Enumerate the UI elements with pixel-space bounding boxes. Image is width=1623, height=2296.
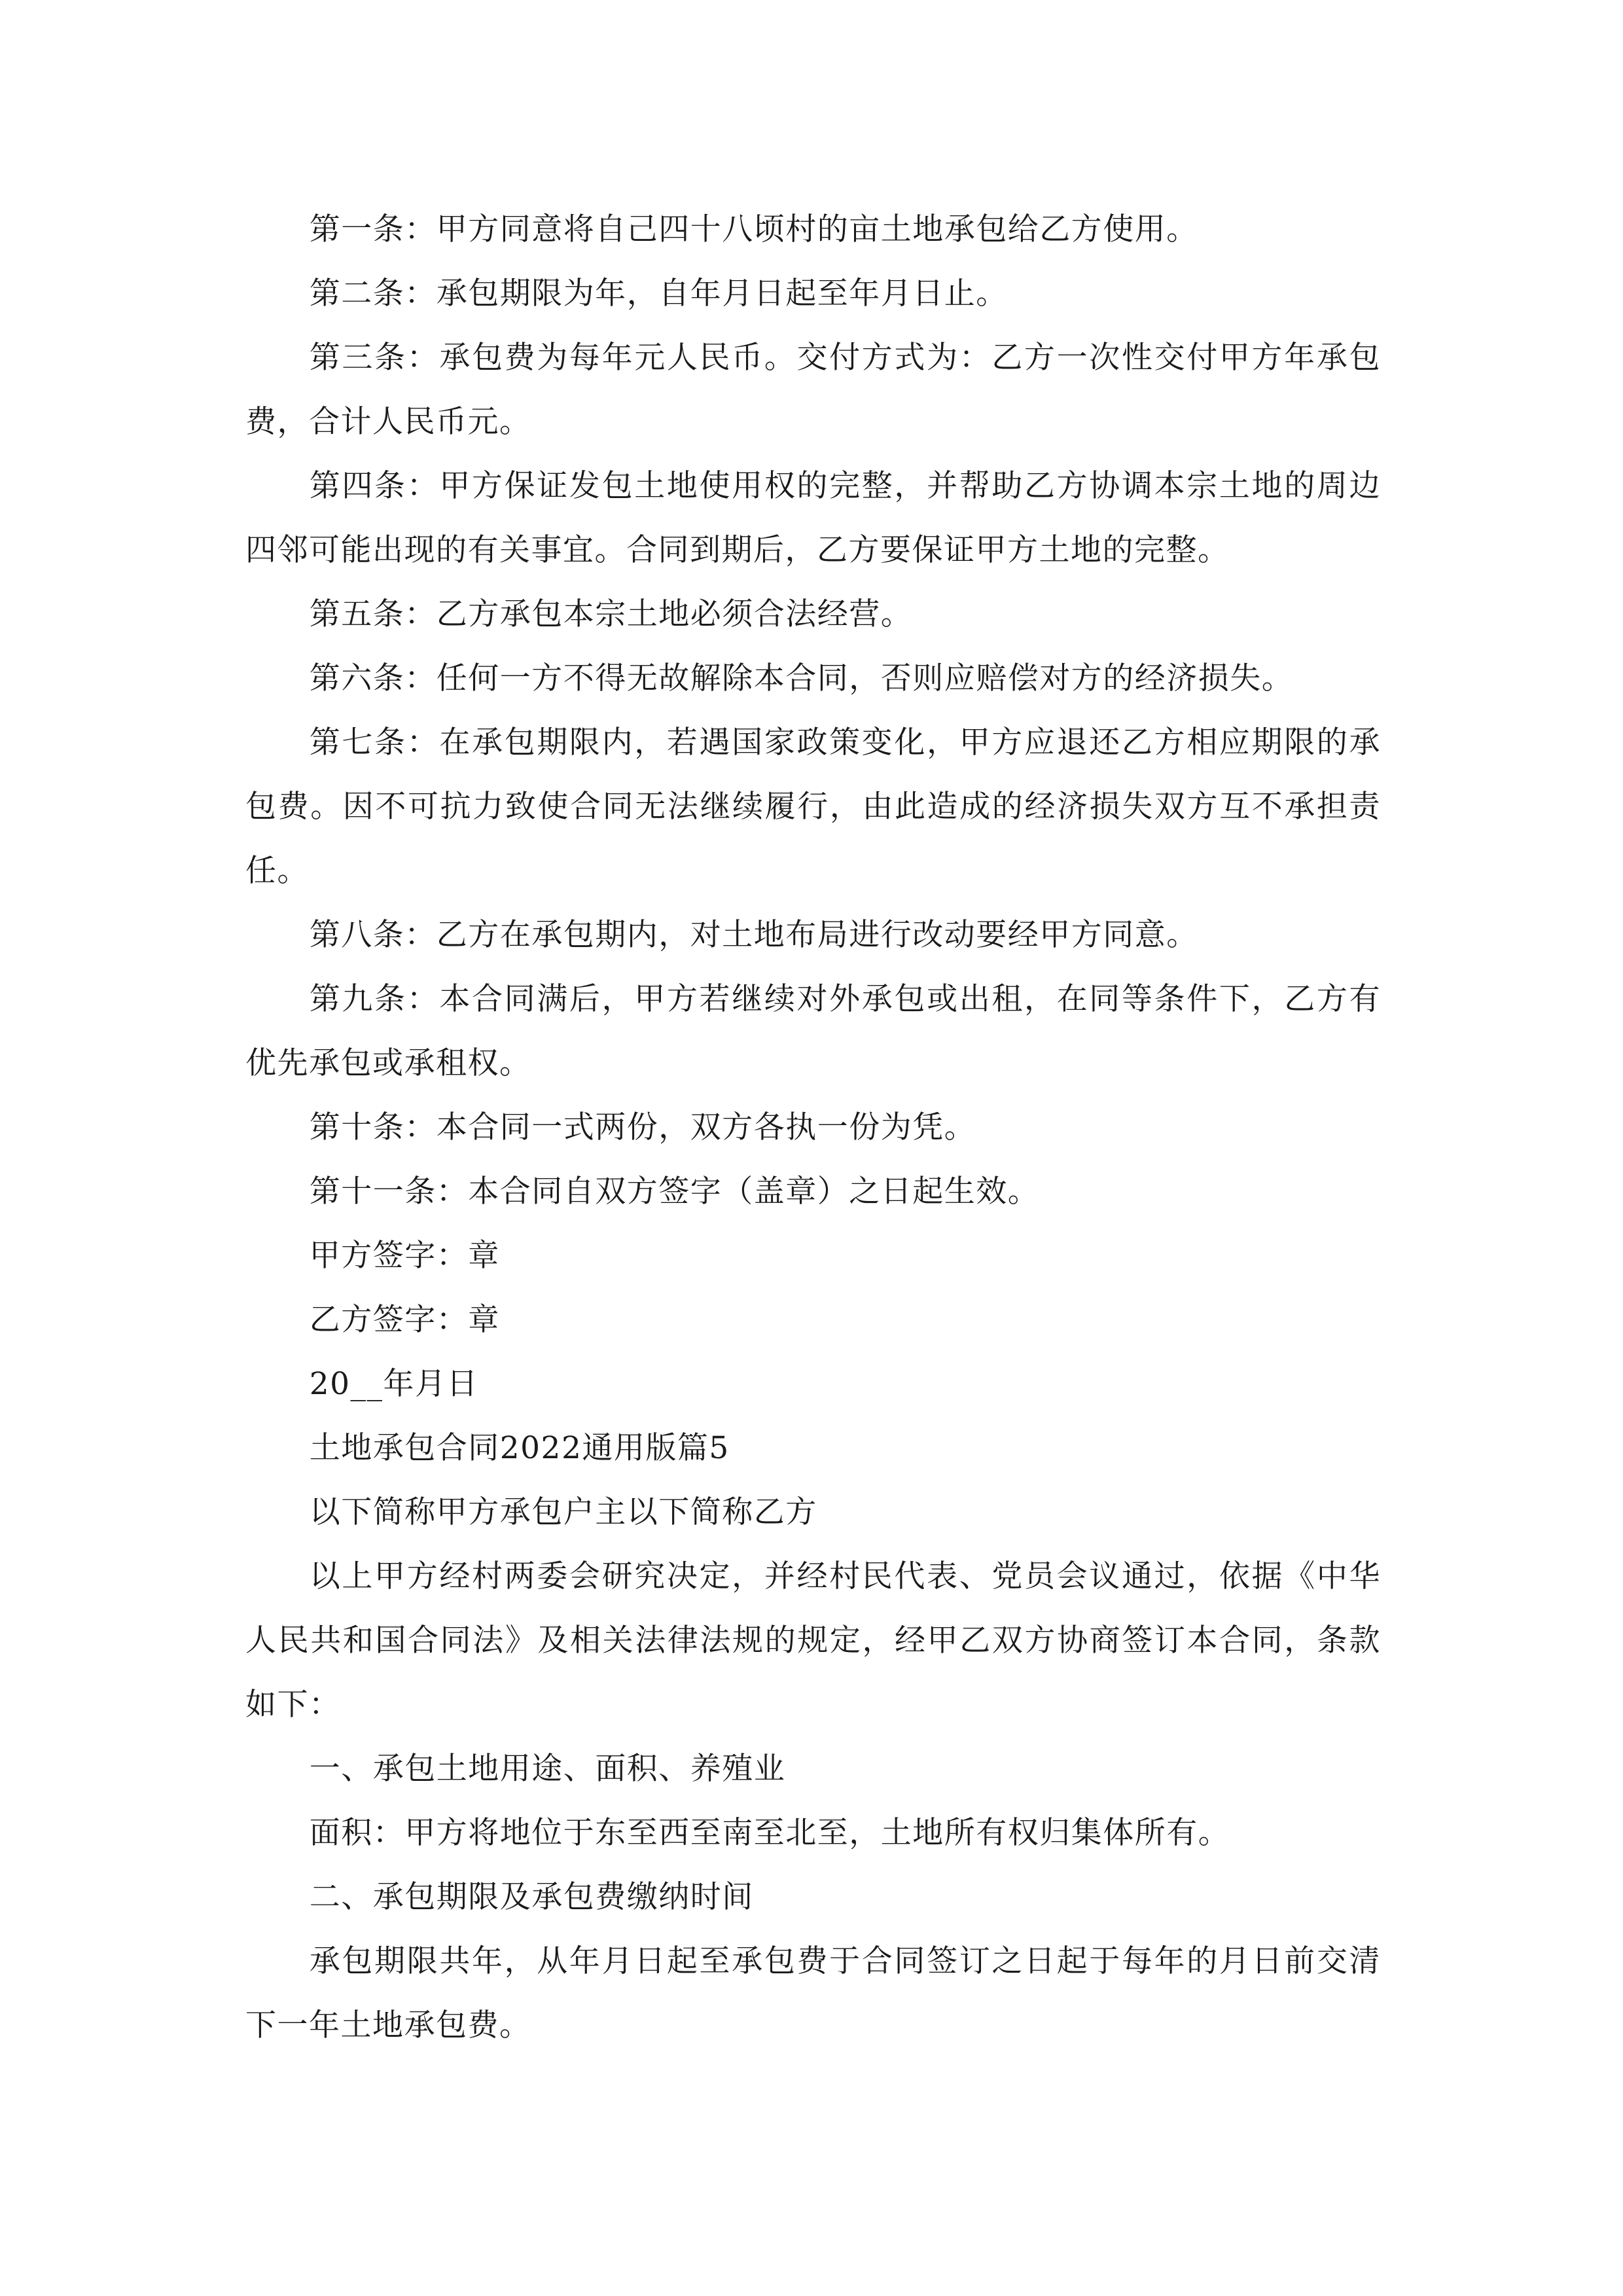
party-a-signature: 甲方签字：章 (309, 1238, 500, 1274)
article-11: 第十一条：本合同自双方签字（盖章）之日起生效。 (309, 1174, 1040, 1210)
article-9: 第九条：本合同满后，甲方若继续对外承包或出租，在同等条件下，乙方有优先承包或承租权。 (245, 981, 1381, 1081)
section-title: 土地承包合同2022通用版篇5 (309, 1430, 730, 1466)
article-3: 第三条：承包费为每年元人民币。交付方式为：乙方一次性交付甲方年承包费，合计人民币元。 (245, 340, 1381, 440)
preamble: 以上甲方经村两委会研究决定，并经村民代表、党员会议通过，依据《中华人民共和国合同法》及相关法律法规的规定，经甲乙双方协商签订本合同，条款如下： (245, 1558, 1381, 1723)
document-body (245, 198, 1381, 2058)
article-7: 第七条：在承包期限内，若遇国家政策变化，甲方应退还乙方相应期限的承包费。因不可抗力致使合同无法继续履行，由此造成的经济损失双方互不承担责任。 (245, 725, 1381, 889)
term-clause: 承包期限共年，从年月日起至承包费于合同签订之日起于每年的月日前交清下一年土地承包费。 (245, 1943, 1381, 2043)
article-10: 第十条：本合同一式两份，双方各执一份为凭。 (309, 1109, 976, 1145)
article-5: 第五条：乙方承包本宗土地必须合法经营。 (309, 596, 913, 632)
clause-heading-2: 二、承包期限及承包费缴纳时间 (309, 1879, 754, 1915)
area-clause: 面积：甲方将地位于东至西至南至北至，土地所有权归集体所有。 (309, 1815, 1230, 1851)
article-4: 第四条：甲方保证发包土地使用权的完整，并帮助乙方协调本宗土地的周边四邻可能出现的有关事宜。合同到期后，乙方要保证甲方土地的完整。 (245, 468, 1381, 568)
article-2: 第二条：承包期限为年，自年月日起至年月日止。 (309, 276, 1008, 312)
parties-intro: 以下简称甲方承包户主以下简称乙方 (309, 1494, 817, 1530)
signing-date: 20__年月日 (309, 1366, 479, 1402)
article-6: 第六条：任何一方不得无故解除本合同，否则应赔偿对方的经济损失。 (309, 660, 1294, 696)
article-8: 第八条：乙方在承包期内，对土地布局进行改动要经甲方同意。 (309, 917, 1198, 953)
party-b-signature: 乙方签字：章 (309, 1302, 500, 1338)
clause-heading-1: 一、承包土地用途、面积、养殖业 (309, 1751, 786, 1787)
article-1: 第一条：甲方同意将自己四十八顷村的亩土地承包给乙方使用。 (309, 211, 1198, 247)
